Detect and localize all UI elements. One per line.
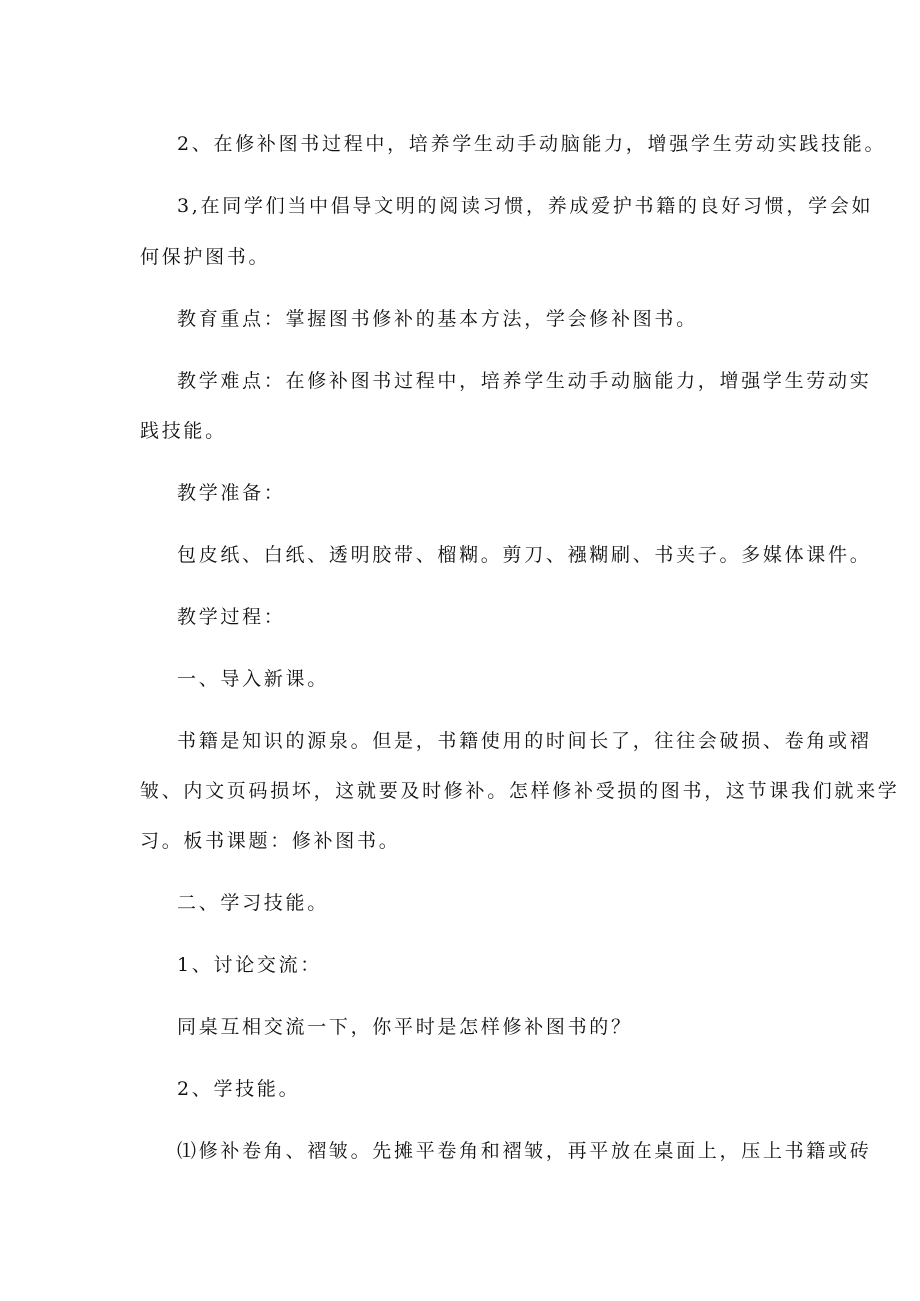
- paragraph-text: 二、学习技能。: [177, 892, 329, 914]
- paragraph-line: 教学难点：在修补图书过程中，培养学生动手动脑能力，增强学生劳动实: [177, 370, 872, 392]
- paragraph-intro-cont-1: [140, 768, 900, 814]
- paragraph-discussion-heading: [177, 942, 797, 988]
- paragraph-text: 同桌互相交流一下，你平时是怎样修补图书的？: [177, 1016, 633, 1038]
- paragraph-intro: [177, 718, 872, 764]
- paragraph-text: 一、导入新课。: [177, 668, 329, 690]
- paragraph-text: 1、讨论交流：: [177, 954, 322, 976]
- paragraph-text: ⑴修补卷角、褶皱。先摊平卷角和褶皱，再平放在桌面上，压上书籍或砖: [177, 1140, 872, 1162]
- paragraph-text: 教学过程：: [177, 606, 286, 628]
- paragraph-text: 2、在修补图书过程中，培养学生动手动脑能力，增强学生劳动实践技能。: [177, 133, 887, 155]
- paragraph-line: 皱、内文页码损坏，这就要及时修补。怎样修补受损的图书，这节课我们就来学: [140, 780, 900, 802]
- paragraph-line: 践技能。: [140, 420, 227, 442]
- paragraph-difficulty-cont: [140, 408, 760, 454]
- paragraph-intro-cont-2: [140, 818, 760, 864]
- paragraph-text: 教学准备：: [177, 482, 286, 504]
- paragraph-text: 包皮纸、白纸、透明胶带、榴糊。剪刀、襁糊刷、书夹子。多媒体课件。: [177, 544, 872, 566]
- paragraph-line: 3,在同学们当中倡导文明的阅读习惯，养成爱护书籍的良好习惯，学会如: [177, 195, 874, 217]
- paragraph-materials: [177, 532, 872, 578]
- paragraph-line: 何保护图书。: [140, 246, 271, 268]
- paragraph-objective-3: [177, 183, 874, 229]
- paragraph-line: 习。板书课题：修补图书。: [140, 830, 401, 852]
- paragraph-discussion: [177, 1004, 797, 1050]
- paragraph-skills-heading: [177, 1066, 797, 1112]
- paragraph-text: 2、学技能。: [177, 1078, 301, 1100]
- paragraph-process-heading: [177, 594, 797, 640]
- paragraph-difficulty: [177, 358, 872, 404]
- paragraph-preparation-heading: [177, 470, 797, 516]
- paragraph-repair-corners: [177, 1128, 872, 1174]
- paragraph-objective-3-cont: [140, 234, 760, 280]
- paragraph-key-point: [177, 296, 797, 342]
- paragraph-line: 书籍是知识的源泉。但是，书籍使用的时间长了，往往会破损、卷角或褶: [177, 730, 872, 752]
- paragraph-section-2: [177, 880, 797, 926]
- paragraph-section-1: [177, 656, 797, 702]
- paragraph-objective-2: [177, 121, 887, 167]
- paragraph-text: 教育重点：掌握图书修补的基本方法，学会修补图书。: [177, 308, 698, 330]
